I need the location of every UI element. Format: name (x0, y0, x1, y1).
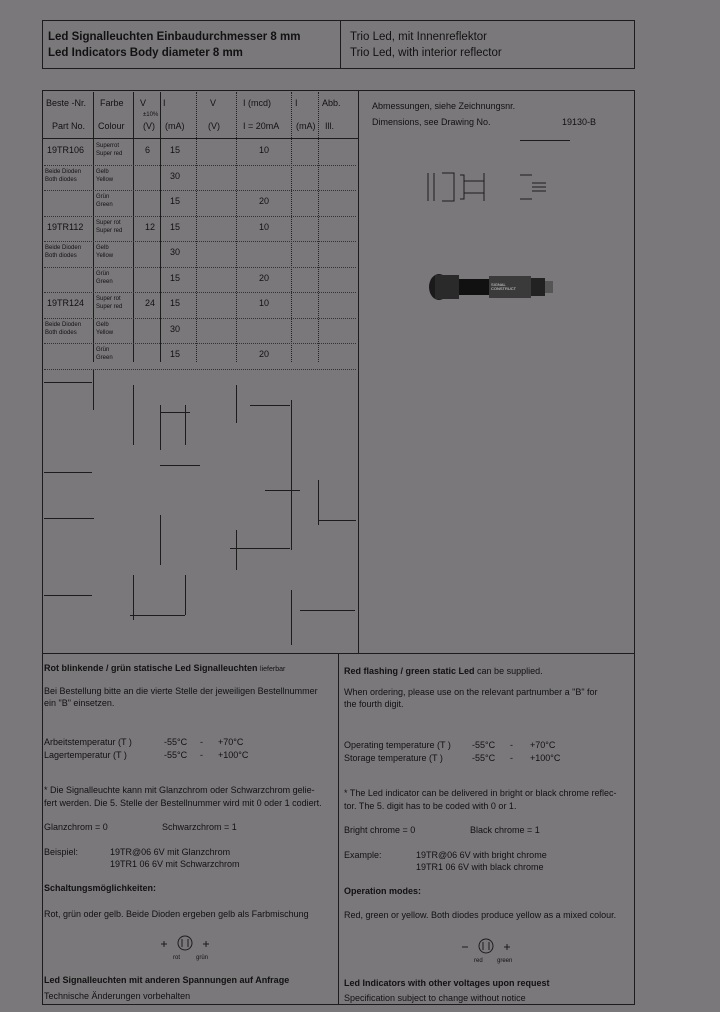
row-divider (44, 190, 356, 192)
row-intensity: 20 (259, 196, 270, 206)
en-temp1-sep: - (510, 740, 513, 750)
row-colour-de: Super rot (96, 219, 121, 226)
en-led-symbol (456, 936, 516, 960)
en-note-1: * The Led indicator can be delivered in bright or black chrome reflec- (344, 788, 617, 798)
drawing-rule (520, 140, 570, 141)
en-footer-1: Led Indicators with other voltages upon request (344, 978, 550, 988)
led-photo (425, 270, 555, 304)
grid-line (265, 490, 300, 491)
de-chrome-b: Schwarzchrom = 1 (162, 822, 237, 832)
row-current: 30 (170, 170, 181, 181)
col-head-if-en: I = 20mA (243, 121, 280, 131)
row-colour-de: Grün (96, 194, 110, 200)
row-part-de: Beide Dioden (45, 321, 82, 328)
grid-line (250, 405, 290, 406)
row-divider (44, 369, 356, 371)
grid-line (130, 615, 185, 616)
row-current: 15 (170, 221, 181, 232)
row-colour-de: Gelb (96, 321, 109, 328)
row-colour-en: Yellow (96, 176, 114, 183)
col-head-vf-en: (V) (208, 121, 220, 131)
row-part: 19TR124 (47, 298, 85, 308)
row-divider (44, 267, 356, 269)
row-colour-de: Grün (96, 347, 110, 353)
col-head-vf: V (210, 98, 217, 108)
en-example-label: Example: (344, 850, 382, 860)
de-temp1-min: -55°C (164, 737, 188, 747)
col-divider (160, 92, 161, 362)
row-intensity: 20 (259, 349, 270, 359)
row-colour-en: Green (96, 278, 113, 285)
row-divider (44, 318, 356, 320)
de-order-2: ein "B" einsetzen. (44, 698, 115, 708)
de-title (44, 664, 285, 673)
row-colour-de: Gelb (96, 168, 109, 175)
en-chrome-b: Black chrome = 1 (470, 825, 540, 835)
row-current: 15 (170, 145, 181, 155)
de-note-1: * Die Signalleuchte kann mit Glanzchrom oder Schwarzchrom gelie- (44, 785, 315, 795)
row-colour-en: Yellow (96, 253, 114, 259)
grid-line (230, 548, 290, 549)
grid-line (291, 400, 292, 550)
header-de-subtitle: Trio Led, mit Innenreflektor (350, 31, 487, 43)
de-temp1-label: Arbeitstemperatur (T ) (44, 737, 132, 747)
grid-line (133, 385, 134, 445)
grid-line (44, 518, 94, 519)
row-divider (44, 292, 356, 294)
de-temp2-min: -55°C (164, 750, 188, 760)
col-head-v-en: (V) (143, 121, 155, 131)
col-head-ma-en: (mA) (165, 121, 185, 131)
grid-line (185, 575, 186, 615)
row-part: 19TR106 (47, 145, 85, 155)
row-divider (44, 241, 356, 243)
row-divider (44, 165, 356, 167)
de-temp1-sep: - (200, 737, 203, 747)
row-intensity: 20 (259, 272, 270, 283)
row-colour-de: Grün (96, 270, 110, 277)
grid-line (44, 595, 92, 596)
grid-line (160, 515, 161, 565)
led-outline-drawing (420, 165, 560, 210)
en-symbol-red: red (474, 958, 483, 964)
en-temp1-max: +70°C (530, 740, 556, 750)
col-head-ir: I (295, 98, 298, 108)
grid-line (44, 382, 92, 383)
grid-line (44, 472, 92, 473)
de-symbol-gruen: grün (196, 955, 209, 961)
col-head-part: Beste -Nr. (46, 98, 87, 108)
grid-line (133, 575, 134, 620)
drawing-number: 19130-B (562, 117, 597, 127)
col-head-i: I (163, 98, 166, 108)
col-head-ill-en: Ill. (325, 121, 334, 131)
de-note-2: fert werden. Die 5. Stelle der Bestellnummer wird mit 0 oder 1 codiert. (44, 798, 322, 808)
en-note-2: tor. The 5. digit has to be coded with 0 or 1. (344, 801, 517, 811)
row-current: 15 (170, 298, 181, 308)
de-title-suffix: lieferbar (260, 666, 286, 673)
col-head-part-en: Part No. (52, 121, 86, 131)
led-photo-brand: SIGNAL CONSTRUCT (491, 282, 517, 292)
row-colour-en: Super red (96, 304, 123, 310)
row-colour-en: Green (96, 355, 113, 361)
row-part-en: Both diodes (45, 253, 77, 259)
col-head-colour-en: Colour (98, 121, 125, 131)
en-example-2: 19TR1 06 6V with black chrome (416, 862, 544, 872)
en-temp2-sep: - (510, 753, 513, 763)
header-en-title: Led Indicators Body diameter 8 mm (48, 47, 243, 59)
de-example-1: 19TR@06 6V mit Glanzchrom (110, 847, 231, 857)
en-temp2-min: -55°C (472, 753, 496, 763)
grid-line (236, 385, 237, 423)
de-temp2-sep: - (200, 750, 203, 760)
row-colour-de: Gelb (96, 245, 109, 251)
header-divider (340, 20, 341, 68)
row-voltage: 12 (145, 221, 156, 232)
grid-line (236, 530, 237, 570)
en-title-main: Red flashing / green static Led (344, 666, 475, 676)
grid-line (318, 520, 356, 521)
col-divider (196, 92, 197, 362)
en-title-suffix: can be supplied. (477, 666, 543, 676)
drawing-ref-de: Abmessungen, siehe Zeichnungsnr. (372, 101, 516, 111)
grid-line (160, 465, 200, 466)
de-title-main: Rot blinkende / grün statische Led Signalleuchten (44, 663, 258, 673)
grid-line (93, 370, 94, 410)
row-part-de: Beide Dioden (45, 245, 82, 251)
row-divider (44, 216, 356, 218)
col-head-ma2-en: (mA) (296, 121, 316, 131)
en-chrome-a: Bright chrome = 0 (344, 825, 416, 835)
row-colour-de: Super rot (96, 296, 121, 302)
row-intensity: 10 (259, 221, 270, 232)
row-colour-en: Green (96, 202, 113, 208)
en-footer-2: Specification subject to change without notice (344, 993, 526, 1003)
row-divider (44, 343, 356, 345)
col-divider (236, 92, 237, 362)
row-current: 15 (170, 196, 181, 206)
en-title (344, 667, 543, 676)
en-modes-title: Operation modes: (344, 886, 422, 896)
row-current: 30 (170, 323, 181, 334)
de-temp2-label: Lagertemperatur (T ) (44, 750, 127, 760)
row-colour-en: Yellow (96, 329, 114, 336)
row-part-en: Both diodes (45, 176, 77, 183)
grid-line (318, 480, 319, 525)
row-current: 15 (170, 349, 181, 359)
row-current: 30 (170, 247, 181, 257)
en-temp1-min: -55°C (472, 740, 496, 750)
table-header-rule (42, 138, 358, 139)
de-footer-2: Technische Änderungen vorbehalten (44, 991, 191, 1001)
col-head-v: V (140, 98, 147, 108)
row-current: 15 (170, 272, 181, 283)
tolerance-note: ±10% (143, 112, 159, 118)
de-led-symbol (155, 933, 215, 957)
row-part-de: Beide Dioden (45, 168, 82, 175)
row-colour-en: Super red (96, 227, 123, 234)
en-modes-text: Red, green or yellow. Both diodes produce yellow as a mixed colour. (344, 910, 617, 920)
en-order-2: the fourth digit. (344, 699, 404, 709)
de-symbol-rot: rot (173, 955, 181, 961)
de-modes-text: Rot, grün oder gelb. Beide Dioden ergeben gelb als Farbmischung (44, 909, 309, 919)
en-temp2-max: +100°C (530, 753, 561, 763)
en-example-1: 19TR@06 6V with bright chrome (416, 850, 547, 860)
drawing-ref-en: Dimensions, see Drawing No. (372, 117, 491, 127)
row-intensity: 10 (259, 298, 270, 308)
en-symbol-green: green (497, 958, 513, 964)
row-part-en: Both diodes (45, 329, 77, 336)
col-head-mcd: I (mcd) (243, 98, 271, 108)
de-temp1-max: +70°C (218, 737, 244, 747)
col-divider (291, 92, 292, 362)
col-divider (133, 92, 134, 362)
row-voltage: 24 (145, 298, 156, 308)
row-colour-en: Super red (96, 151, 123, 157)
header-de-title: Led Signalleuchten Einbaudurchmesser 8 mm (48, 31, 301, 43)
de-example-label: Beispiel: (44, 847, 79, 857)
table-divider (358, 90, 359, 653)
grid-line (291, 590, 292, 645)
grid-line (160, 412, 190, 413)
de-order-1: Bei Bestellung bitte an die vierte Stelle der jeweiligen Bestellnummer (44, 686, 318, 696)
col-divider (318, 92, 319, 362)
row-intensity: 10 (259, 145, 270, 155)
row-colour-de: Superrot (96, 143, 120, 149)
de-chrome-a: Glanzchrom = 0 (44, 822, 108, 832)
header-en-subtitle: Trio Led, with interior reflector (350, 47, 502, 59)
en-temp1-label: Operating temperature (T ) (344, 740, 451, 750)
col-head-colour: Farbe (100, 98, 124, 108)
grid-line (300, 610, 355, 611)
row-part: 19TR112 (47, 221, 84, 232)
row-voltage: 6 (145, 145, 151, 155)
de-modes-title: Schaltungsmöglichkeiten: (44, 883, 157, 893)
en-order-1: When ordering, please use on the relevant partnumber a "B" for (344, 687, 598, 697)
header-box (42, 20, 635, 69)
en-temp2-label: Storage temperature (T ) (344, 753, 443, 763)
notes-divider (338, 653, 339, 1004)
col-head-ill: Abb. (322, 98, 341, 108)
de-footer-1: Led Signalleuchten mit anderen Spannungen auf Anfrage (44, 975, 290, 985)
de-temp2-max: +100°C (218, 750, 249, 760)
col-divider (93, 92, 94, 362)
grid-line (185, 405, 186, 445)
de-example-2: 19TR1 06 6V mit Schwarzchrom (110, 859, 240, 869)
